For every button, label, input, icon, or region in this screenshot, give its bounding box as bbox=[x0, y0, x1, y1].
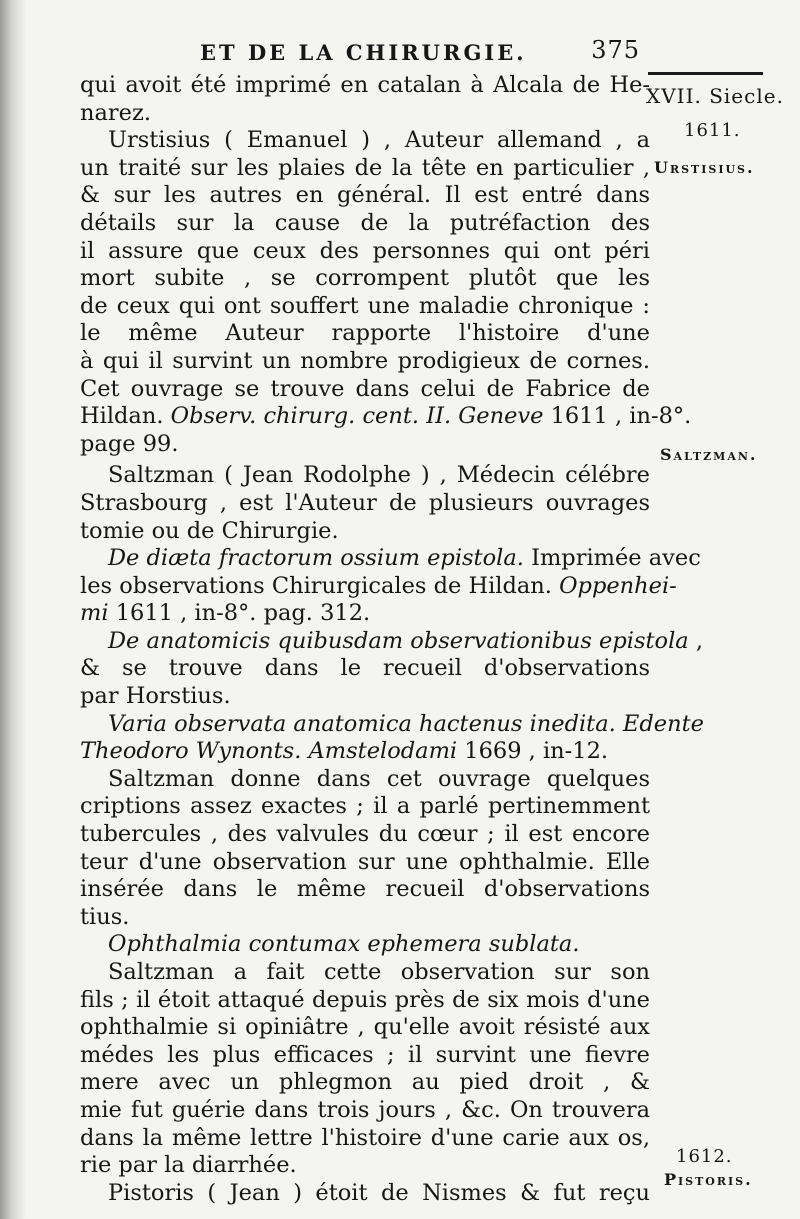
work-title-italic: Theodoro Wynonts. Amstelodami bbox=[80, 738, 458, 765]
text-line bbox=[80, 627, 704, 656]
work-title-italic: De anatomicis quibusdam observationibus epistola bbox=[108, 627, 689, 654]
text-run: 1669 , in-12. bbox=[457, 738, 609, 765]
text-line: il assure que ceux des personnes qui ont péri bbox=[80, 237, 650, 264]
text-line: tomie ou de Chirurgie. bbox=[80, 517, 339, 544]
text-run: 1611 , in-8°. bbox=[543, 403, 692, 430]
text-line: détails sur la cause de la putréfaction des bbox=[80, 209, 650, 236]
text-line: tius. bbox=[80, 903, 130, 930]
text-line: insérée dans le même recueil d'observations bbox=[80, 876, 650, 903]
text-line: Pistoris ( Jean ) étoit de Nismes & fut reçu bbox=[108, 1179, 650, 1206]
text-line: dans la même lettre l'histoire d'une carie aux os, bbox=[80, 1124, 650, 1151]
text-line: le même Auteur rapporte l'histoire d'une bbox=[80, 320, 650, 347]
text-line bbox=[80, 600, 650, 628]
running-header bbox=[200, 34, 640, 68]
text-line: mere avec un phlegmon au pied droit , & bbox=[80, 1069, 650, 1096]
text-line: Cet ouvrage se trouve dans celui de Fabrice de bbox=[80, 375, 650, 402]
text-line: & se trouve dans le recueil d'observations bbox=[80, 655, 650, 682]
text-line: un traité sur les plaies de la tête en particulier , bbox=[80, 154, 650, 181]
margin-century: XVII. Siecle. bbox=[646, 84, 784, 108]
text-run: , bbox=[688, 627, 704, 654]
text-line bbox=[80, 545, 701, 573]
text-line: par Horstius. bbox=[80, 683, 231, 710]
text-line: Saltzman ( Jean Rodolphe ) , Médecin célébre bbox=[108, 462, 650, 489]
margin-name-saltzman: Saltzman. bbox=[660, 445, 758, 464]
text-line: de ceux qui ont souffert une maladie chronique : bbox=[80, 292, 650, 319]
text-run: 1611 , in-8°. pag. 312. bbox=[108, 600, 371, 627]
text-line bbox=[80, 931, 650, 959]
text-run: Hildan. bbox=[80, 403, 171, 430]
text-line: Saltzman a fait cette observation sur son bbox=[108, 959, 650, 985]
page-number: 375 bbox=[591, 36, 640, 64]
work-title-italic: De diæta fractorum ossium epistola. bbox=[108, 545, 524, 572]
text-line: page 99. bbox=[80, 430, 179, 457]
text-line: mie fut guérie dans trois jours , &c. On trouvera bbox=[80, 1096, 650, 1123]
text-line: à qui il survint un nombre prodigieux de cornes. bbox=[80, 347, 650, 374]
body-text bbox=[80, 72, 704, 1207]
text-run: les observations Chirurgicales de Hildan. bbox=[80, 572, 560, 599]
text-line: tubercules , des valvules du cœur ; il est encore bbox=[80, 821, 650, 848]
text-line: narez. bbox=[80, 99, 151, 126]
text-line: teur d'une observation sur une ophthalmie. Elle bbox=[80, 848, 650, 875]
work-title-italic: Varia observata anatomica hactenus inedita. Edente bbox=[108, 710, 704, 737]
text-run: Imprimée avec bbox=[523, 545, 701, 572]
margin-year-1612: 1612. bbox=[676, 1146, 733, 1167]
text-line: médes les plus efficaces ; il survint une fievre bbox=[80, 1041, 650, 1068]
margin-rule bbox=[648, 72, 763, 75]
text-line: Saltzman donne dans cet ouvrage quelques bbox=[108, 765, 650, 792]
margin-name-pistoris: Pistoris. bbox=[664, 1170, 753, 1189]
text-line: rie par la diarrhée. bbox=[80, 1152, 297, 1179]
text-line: mort subite , se corrompent plutôt que les bbox=[80, 265, 650, 292]
citation-italic: Observ. chirurg. cent. II. Geneve bbox=[170, 403, 544, 430]
text-line: ophthalmie si opiniâtre , qu'elle avoit résisté aux bbox=[80, 1014, 650, 1041]
text-line: & sur les autres en général. Il est entré dans bbox=[80, 182, 650, 209]
text-line bbox=[80, 572, 677, 601]
text-line bbox=[80, 403, 692, 431]
page-binding-edge bbox=[0, 0, 26, 1219]
text-line: fils ; il étoit attaqué depuis près de six mois d'une bbox=[80, 986, 650, 1013]
place-italic: Oppenhei- bbox=[559, 572, 677, 599]
margin-name-urstisius: Urstisius. bbox=[654, 158, 755, 177]
text-line bbox=[80, 710, 704, 739]
place-italic: mi bbox=[80, 600, 109, 627]
text-line: Urstisius ( Emanuel ) , Auteur allemand , a bbox=[108, 127, 650, 154]
text-line: Strasbourg , est l'Auteur de plusieurs ouvrages bbox=[80, 489, 650, 516]
margin-year-1611: 1611. bbox=[684, 120, 741, 141]
running-title: ET DE LA CHIRURGIE. bbox=[200, 40, 527, 65]
text-line bbox=[80, 738, 650, 766]
text-line: qui avoit été imprimé en catalan à Alcala de He- bbox=[80, 72, 650, 98]
work-title-italic: Ophthalmia contumax ephemera sublata. bbox=[108, 931, 580, 958]
text-line: criptions assez exactes ; il a parlé pertinemment bbox=[80, 793, 650, 820]
